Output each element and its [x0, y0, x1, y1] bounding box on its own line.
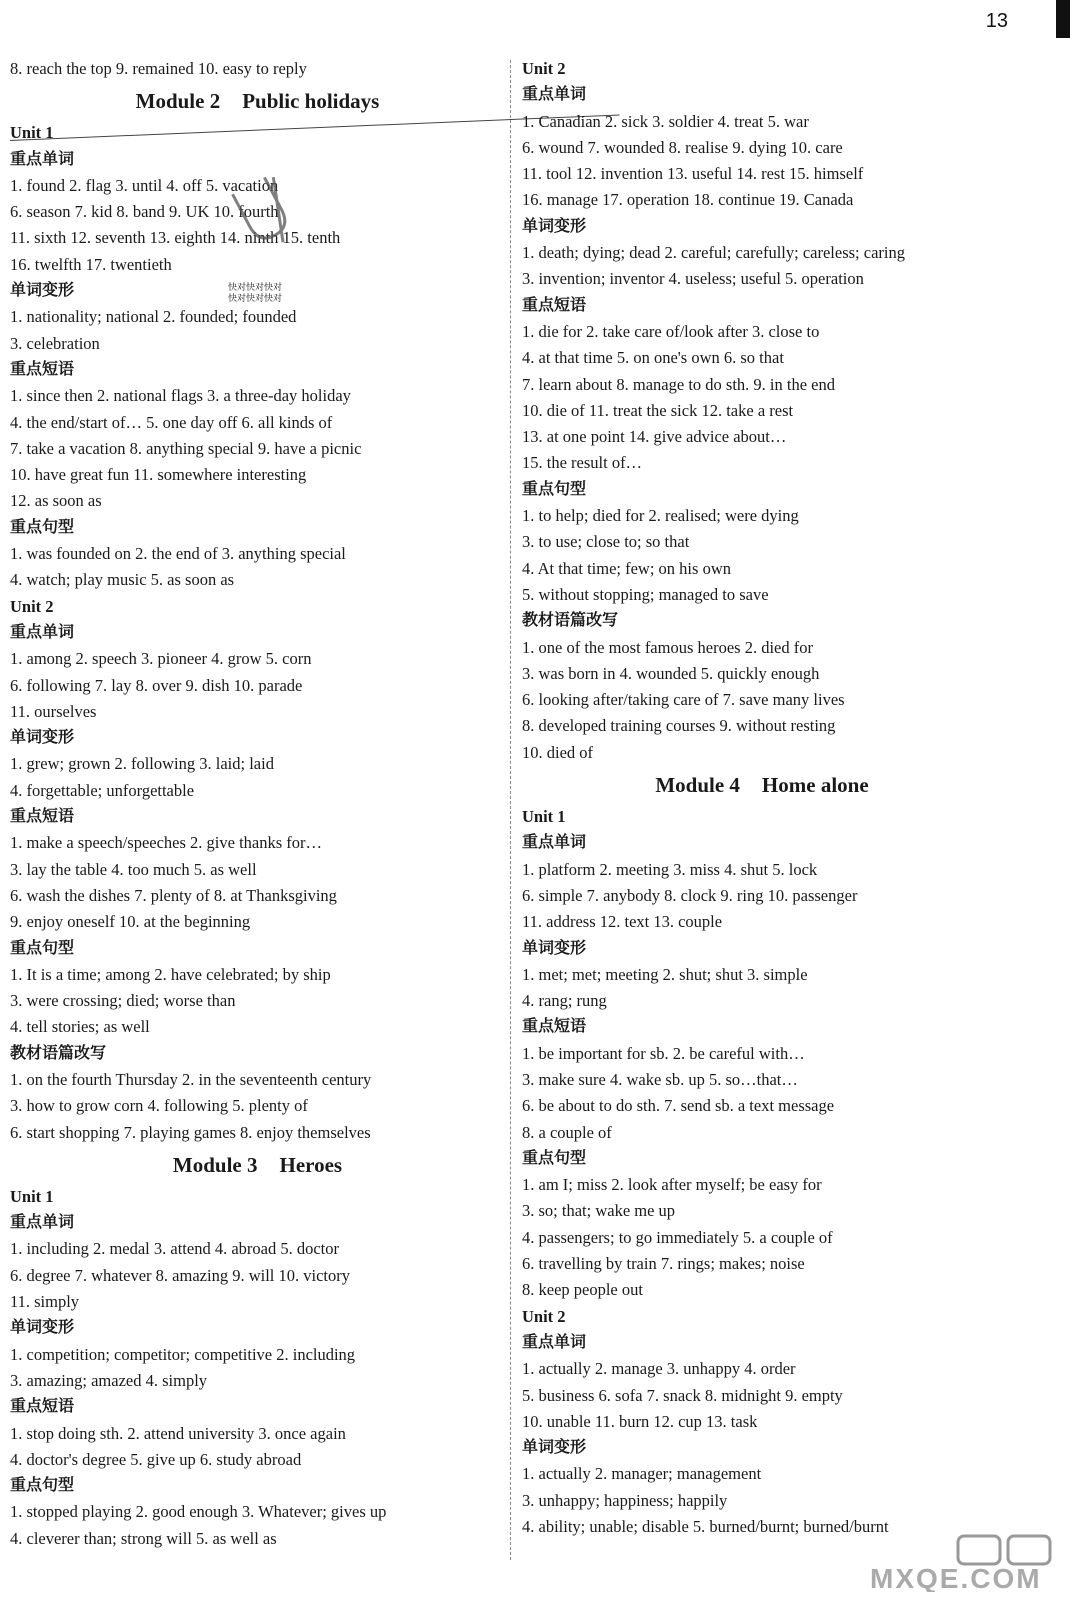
section-heading: 重点短语	[10, 1398, 75, 1416]
answer-line: 12. as soon as	[10, 491, 102, 511]
answer-line: 1. am I; miss 2. look after myself; be easy for	[522, 1175, 822, 1195]
answer-line: 5. without stopping; managed to save	[522, 584, 769, 604]
section-heading: 重点单词	[522, 834, 587, 852]
answer-line: 1. grew; grown 2. following 3. laid; laid	[10, 754, 274, 774]
answer-line: 3. was born in 4. wounded 5. quickly enough	[522, 663, 820, 683]
answer-line: 10. have great fun 11. somewhere interesting	[10, 465, 307, 485]
module-number: Module 3	[172, 1152, 258, 1177]
answer-line: 3. to use; close to; so that	[522, 532, 690, 552]
section-heading: 教材语篇改写	[522, 612, 619, 630]
section-heading: 重点短语	[522, 1018, 587, 1036]
section-heading: 重点单词	[10, 1214, 75, 1232]
answer-line: 6. simple 7. anybody 8. clock 9. ring 10. passenger	[522, 885, 858, 905]
section-heading: 重点短语	[10, 360, 75, 378]
module-number: Module 4	[655, 773, 740, 798]
answer-line: 7. learn about 8. manage to do sth. 9. in the end	[522, 374, 835, 394]
module-number: Module 2	[135, 89, 221, 114]
section-heading: 单词变形	[522, 939, 587, 957]
answer-line: 4. tell stories; as well	[10, 1017, 150, 1037]
answer-line: 1. die for 2. take care of/look after 3. close to	[522, 321, 820, 341]
answer-line: 11. tool 12. invention 13. useful 14. rest 15. himself	[522, 164, 864, 184]
answer-line: 3. unhappy; happiness; happily	[522, 1490, 728, 1510]
answer-stamp	[228, 283, 298, 305]
answer-line: 3. celebration	[10, 333, 100, 353]
answer-line: 1. among 2. speech 3. pioneer 4. grow 5. corn	[10, 649, 312, 669]
answer-line: 9. enjoy oneself 10. at the beginning	[10, 912, 251, 932]
answer-line: 6. be about to do sth. 7. send sb. a text message	[522, 1096, 835, 1116]
answer-line: 4. forgettable; unforgettable	[10, 780, 195, 800]
module-title	[522, 766, 1002, 804]
answer-line: 8. a couple of	[522, 1122, 612, 1142]
answer-line: 4. doctor's degree 5. give up 6. study abroad	[10, 1449, 302, 1469]
unit-title: Unit 1	[522, 807, 566, 827]
answer-line: 1. platform 2. meeting 3. miss 4. shut 5. lock	[522, 859, 818, 879]
section-heading: 重点句型	[522, 1149, 587, 1167]
answer-line: 8. keep people out	[522, 1280, 643, 1300]
answer-line: 1. on the fourth Thursday 2. in the seventeenth century	[10, 1069, 372, 1089]
site-logo	[862, 1534, 1062, 1592]
answer-line: 6. travelling by train 7. rings; makes; noise	[522, 1254, 805, 1274]
module-topic: Home alone	[761, 773, 869, 798]
answer-line: 6. looking after/taking care of 7. save many lives	[522, 690, 845, 710]
answer-line: 3. how to grow corn 4. following 5. plenty of	[10, 1096, 308, 1116]
section-heading: 教材语篇改写	[10, 1044, 107, 1062]
answer-line: 6. start shopping 7. playing games 8. enjoy themselves	[10, 1122, 371, 1142]
answer-line: 1. competition; competitor; competitive 2. including	[10, 1344, 356, 1364]
answer-line: 16. twelfth 17. twentieth	[10, 254, 172, 274]
answer-line: 3. so; that; wake me up	[522, 1201, 676, 1221]
answer-line: 10. died of	[522, 742, 594, 762]
section-heading: 重点短语	[10, 808, 75, 826]
module-title	[10, 82, 505, 120]
unit-title: Unit 1	[10, 123, 54, 143]
answer-line: 1. actually 2. manage 3. unhappy 4. order	[522, 1359, 796, 1379]
answer-line: 6. following 7. lay 8. over 9. dish 10. parade	[10, 675, 303, 695]
stamp-line: 快对快对快对	[228, 283, 283, 293]
answer-line: 3. invention; inventor 4. useless; useful 5. operation	[522, 269, 864, 289]
answer-line: 7. take a vacation 8. anything special 9. have a picnic	[10, 438, 362, 458]
answer-line: 13. at one point 14. give advice about…	[522, 427, 787, 447]
answer-line: 4. at that time 5. on one's own 6. so that	[522, 348, 784, 368]
svg-text:MXQE.COM: MXQE.COM	[870, 1563, 1042, 1592]
stamp-line: 快对快对快对	[228, 294, 283, 304]
answer-line: 1. stop doing sth. 2. attend university 3. once again	[10, 1423, 346, 1443]
answer-line: 11. address 12. text 13. couple	[522, 912, 723, 932]
section-heading: 单词变形	[522, 1439, 587, 1457]
answer-line: 1. stopped playing 2. good enough 3. Whatever; gives up	[10, 1502, 387, 1522]
answer-line: 1. death; dying; dead 2. careful; carefully; careless; caring	[522, 243, 905, 263]
answer-line: 4. At that time; few; on his own	[522, 558, 731, 578]
section-heading: 重点单词	[522, 86, 587, 104]
section-heading: 重点句型	[10, 939, 75, 957]
section-heading: 重点单词	[10, 150, 75, 168]
answer-line: 4. ability; unable; disable 5. burned/burnt; burned/burnt	[522, 1517, 889, 1537]
answer-line: 6. wash the dishes 7. plenty of 8. at Thanksgiving	[10, 885, 337, 905]
module-title	[10, 1146, 505, 1184]
answer-line: 6. degree 7. whatever 8. amazing 9. will 10. victory	[10, 1265, 350, 1285]
module-topic: Public holidays	[242, 89, 380, 114]
answer-line: 11. ourselves	[10, 701, 97, 721]
section-heading: 单词变形	[10, 1319, 75, 1337]
answer-line: 6. wound 7. wounded 8. realise 9. dying 10. care	[522, 137, 843, 157]
answer-line: 1. was founded on 2. the end of 3. anything special	[10, 544, 346, 564]
answer-line: 3. amazing; amazed 4. simply	[10, 1370, 208, 1390]
answer-line: 1. one of the most famous heroes 2. died for	[522, 637, 813, 657]
section-heading: 重点句型	[522, 480, 587, 498]
answer-line: 3. lay the table 4. too much 5. as well	[10, 859, 257, 879]
answer-line: 11. simply	[10, 1292, 80, 1312]
answer-line: 6. season 7. kid 8. band 9. UK 10. fourth	[10, 202, 279, 222]
section-heading: 单词变形	[522, 217, 587, 235]
answer-line: 1. to help; died for 2. realised; were dying	[522, 506, 799, 526]
answer-line: 16. manage 17. operation 18. continue 19. Canada	[522, 190, 854, 210]
answer-line: 10. die of 11. treat the sick 12. take a rest	[522, 400, 794, 420]
page-number: 13	[985, 10, 1008, 32]
unit-title: Unit 2	[522, 1306, 566, 1326]
answer-line: 5. business 6. sofa 7. snack 8. midnight 9. empty	[522, 1385, 843, 1405]
section-heading: 重点句型	[10, 1477, 75, 1495]
answer-line: 3. were crossing; died; worse than	[10, 991, 236, 1011]
answer-line: 4. the end/start of… 5. one day off 6. all kinds of	[10, 412, 333, 432]
answer-line: 1. be important for sb. 2. be careful with…	[522, 1043, 805, 1063]
answer-line: 1. since then 2. national flags 3. a three-day holiday	[10, 386, 351, 406]
section-heading: 单词变形	[10, 282, 75, 300]
answer-line: 8. reach the top 9. remained 10. easy to reply	[10, 59, 307, 78]
section-heading: 重点短语	[522, 296, 587, 314]
answer-line: 1. It is a time; among 2. have celebrated; by ship	[10, 964, 331, 984]
answer-line: 1. Canadian 2. sick 3. soldier 4. treat 5. war	[522, 111, 809, 131]
answer-line: 1. including 2. medal 3. attend 4. abroad 5. doctor	[10, 1239, 340, 1259]
answer-line: 4. rang; rung	[522, 991, 607, 1011]
section-heading: 重点单词	[10, 623, 75, 641]
section-heading: 单词变形	[10, 729, 75, 747]
answer-line: 10. unable 11. burn 12. cup 13. task	[522, 1411, 758, 1431]
right-column	[522, 56, 1002, 1540]
section-heading: 重点句型	[10, 518, 75, 536]
unit-title: Unit 1	[10, 1186, 54, 1206]
answer-line: 4. watch; play music 5. as soon as	[10, 570, 235, 590]
answer-line: 1. found 2. flag 3. until 4. off 5. vacation	[10, 175, 279, 195]
answer-line: 1. met; met; meeting 2. shut; shut 3. simple	[522, 964, 808, 984]
answer-line: 4. cleverer than; strong will 5. as well as	[10, 1528, 277, 1548]
column-divider	[510, 60, 511, 1560]
answer-line: 8. developed training courses 9. without resting	[522, 716, 836, 736]
section-heading: 重点单词	[522, 1333, 587, 1351]
answer-line: 1. nationality; national 2. founded; founded	[10, 307, 297, 327]
answer-line: 11. sixth 12. seventh 13. eighth 14. ninth 15. tenth	[10, 228, 341, 248]
answer-line: 1. actually 2. manager; management	[522, 1464, 762, 1484]
left-column	[10, 56, 505, 1552]
answer-line: 15. the result of…	[522, 453, 643, 473]
unit-title: Unit 2	[522, 59, 566, 78]
page-edge-marker	[1056, 0, 1070, 38]
answer-line: 3. make sure 4. wake sb. up 5. so…that…	[522, 1069, 798, 1089]
logo-graphic	[862, 1534, 1062, 1592]
module-topic: Heroes	[279, 1152, 343, 1177]
answer-line: 4. passengers; to go immediately 5. a couple of	[522, 1227, 833, 1247]
answer-line: 1. make a speech/speeches 2. give thanks for…	[10, 833, 323, 853]
unit-title: Unit 2	[10, 596, 54, 616]
